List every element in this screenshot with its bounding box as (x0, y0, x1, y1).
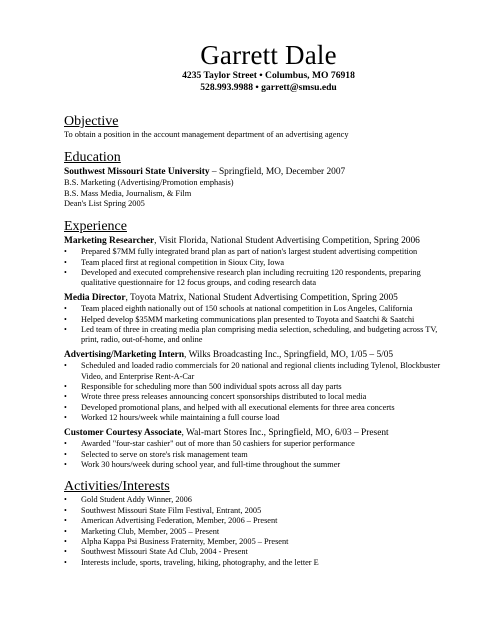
school-name: Southwest Missouri State University (64, 166, 210, 177)
job-title-line (64, 350, 455, 361)
list-item: • Prepared $7MM fully integrated brand plan as part of nation's largest student advertising competition (64, 247, 455, 257)
list-item: • Southwest Missouri State Ad Club, 2004 - Present (64, 547, 455, 557)
job-bullets (64, 247, 455, 289)
list-item: • Led team of three in creating media plan comprising media selection, scheduling, and budgeting across TV, print, radio, out-of-home, and online (64, 325, 455, 346)
degree-line: B.S. Marketing (Advertising/Promotion emphasis) (64, 178, 234, 187)
list-item: • Responsible for scheduling more than 500 individual spots across all day parts (64, 382, 455, 392)
list-item: • Scheduled and loaded radio commercials for 20 national and regional clients including Tylenol, Blockbuster Video, and Enterprise Rent-A-Car (64, 361, 455, 382)
list-item: • Selected to serve on store's risk management team (64, 450, 455, 460)
school-line (64, 167, 455, 178)
job-title-line (64, 293, 455, 304)
job-title-line (64, 236, 455, 247)
list-item: • Alpha Kappa Psi Business Fraternity, Member, 2005 – Present (64, 537, 455, 547)
list-item: • American Advertising Federation, Member, 2006 – Present (64, 516, 455, 526)
list-item: • Gold Student Addy Winner, 2006 (64, 495, 455, 505)
job-role: Advertising/Marketing Intern (64, 349, 185, 360)
list-item: • Worked 12 hours/week while maintaining a full course load (64, 413, 455, 423)
job-detail: , Toyota Matrix, National Student Advertising Competition, Spring 2005 (125, 292, 398, 303)
job-bullets (64, 361, 455, 423)
job-detail: , Visit Florida, National Student Advertising Competition, Spring 2006 (154, 235, 420, 246)
list-item: • Developed and executed comprehensive research plan including recruiting 120 respondents, preparing qualitative questionnaire for 12 focus groups, and coding research data (64, 268, 455, 289)
address-line: 4235 Taylor Street • Columbus, MO 76918 (182, 70, 355, 81)
degree-line: B.S. Mass Media, Journalism, & Film (64, 188, 192, 198)
job-role: Customer Courtesy Associate (64, 427, 182, 438)
list-item: • Southwest Missouri State Film Festival, Entrant, 2005 (64, 506, 455, 516)
list-item: • Marketing Club, Member, 2005 – Present (64, 527, 455, 537)
resume-header (82, 40, 455, 94)
job-detail: , Wilks Broadcasting Inc., Springfield, MO, 1/05 – 5/05 (184, 349, 394, 360)
contact-line: 528.993.9988 • garrett@smsu.edu (200, 82, 337, 93)
list-item: • Work 30 hours/week during school year, and full-time throughout the summer (64, 460, 455, 470)
school-detail: – Springfield, MO, December 2007 (209, 166, 346, 177)
education-heading: Education (64, 149, 121, 165)
list-item: • Helped develop $35MM marketing communications plan presented to Toyota and Saatchi & Saatchi (64, 315, 455, 325)
activities-list (64, 495, 455, 568)
job-detail: , Wal-mart Stores Inc., Springfield, MO, 6/03 – Present (181, 427, 389, 438)
job-title-line (64, 428, 455, 439)
objective-text: To obtain a position in the account management department of an advertising agency (64, 130, 349, 139)
job-bullets (64, 439, 455, 470)
job-bullets (64, 304, 455, 346)
list-item: • Interests include, sports, traveling, hiking, photography, and the letter E (64, 558, 455, 568)
candidate-name: Garrett Dale (200, 40, 337, 70)
experience-heading: Experience (64, 218, 127, 234)
list-item: • Developed promotional plans, and helped with all executional elements for three area concerts (64, 403, 455, 413)
list-item: • Team placed first at regional competition in Sioux City, Iowa (64, 258, 455, 268)
list-item: • Wrote three press releases announcing concert sponsorships distributed to local media (64, 392, 455, 402)
list-item: • Awarded "four-star cashier" out of more than 50 cashiers for superior performance (64, 439, 455, 449)
activities-heading: Activities/Interests (64, 479, 170, 495)
job-role: Marketing Researcher (64, 235, 155, 246)
honor-line: Dean's List Spring 2005 (64, 199, 145, 209)
objective-heading: Objective (64, 114, 119, 129)
list-item: • Team placed eighth nationally out of 150 schools at national competition in Los Angeles, California (64, 304, 455, 314)
job-role: Media Director (64, 292, 126, 303)
